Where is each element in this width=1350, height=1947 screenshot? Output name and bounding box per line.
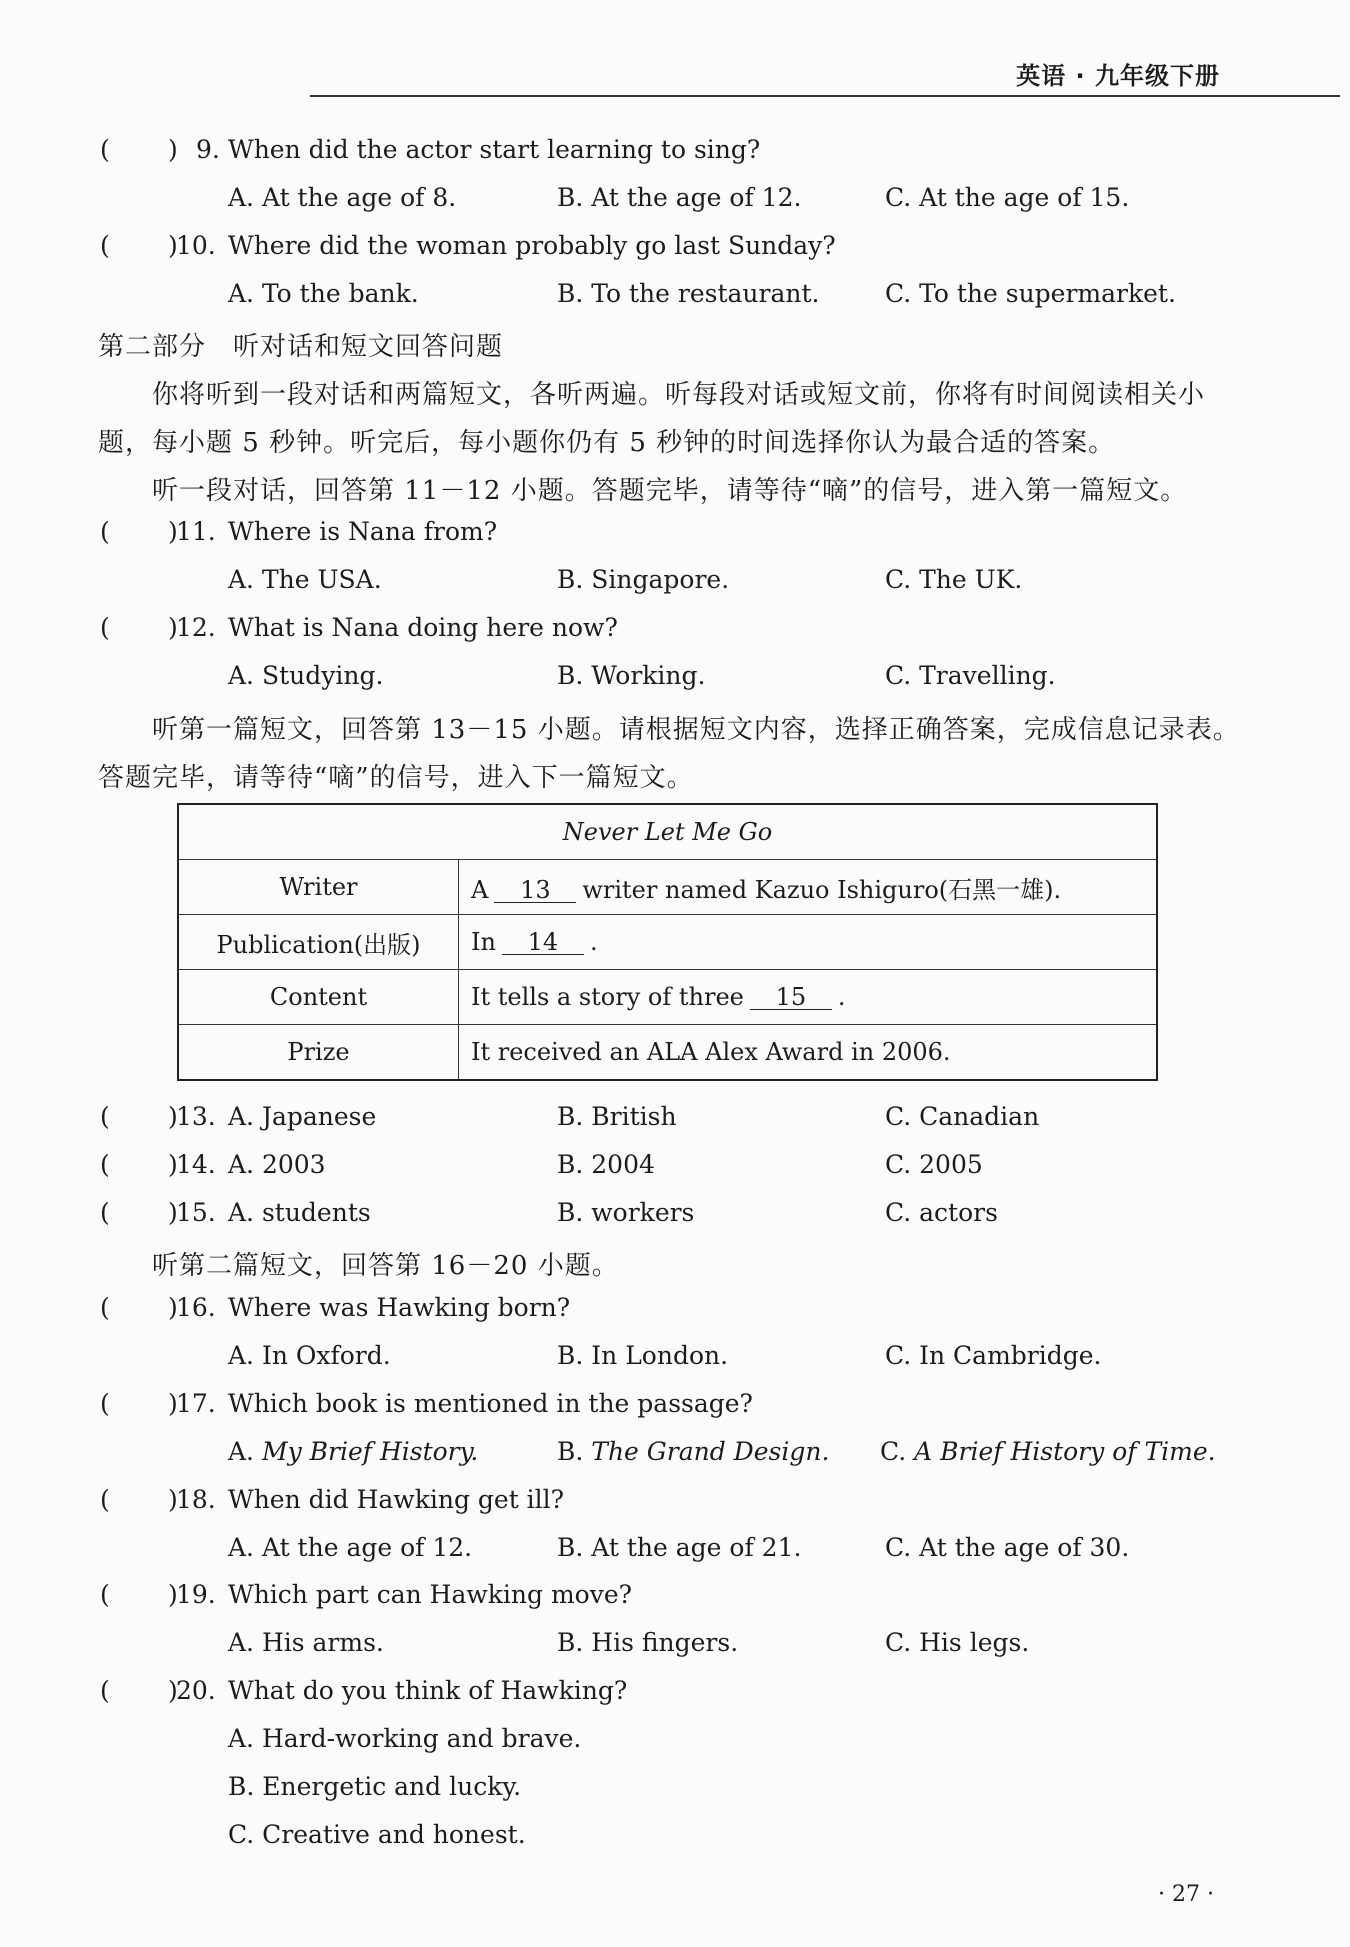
option-c: C. Canadian: [885, 1102, 1040, 1131]
option-b: B. Working.: [557, 661, 706, 690]
table-row-value: [459, 915, 1158, 970]
question-text: Which book is mentioned in the passage?: [228, 1389, 753, 1418]
question-text: Which part can Hawking move?: [228, 1580, 633, 1609]
answer-paren-open[interactable]: (: [100, 1580, 110, 1609]
question-text: What is Nana doing here now?: [228, 613, 618, 642]
question-number: 10.: [176, 231, 216, 260]
answer-paren-open[interactable]: (: [100, 135, 110, 164]
option-c: C. At the age of 30.: [885, 1533, 1130, 1562]
table-row: [178, 970, 1157, 1025]
table-row-value: [459, 860, 1158, 915]
value-prefix: It tells a story of three: [471, 983, 744, 1011]
question-number: 13.: [176, 1102, 216, 1131]
answer-paren-close: ): [168, 135, 178, 164]
option-letter: C.: [880, 1437, 907, 1466]
answer-paren-open[interactable]: (: [100, 231, 110, 260]
option-a: A. Studying.: [228, 661, 384, 690]
option-c: C. To the supermarket.: [885, 279, 1176, 308]
answer-paren-close: ): [168, 1198, 178, 1227]
passage1-instruction-line1: 听第一篇短文，回答第 13－15 小题。请根据短文内容，选择正确答案，完成信息记录表。: [152, 715, 1240, 745]
table-row: [178, 915, 1157, 970]
table-row-label: Publication(出版): [178, 915, 459, 970]
header-rule: [310, 95, 1340, 97]
option-a: A. Hard-working and brave.: [228, 1724, 582, 1753]
answer-blank-14[interactable]: 14: [502, 930, 584, 955]
answer-paren-close: ): [168, 1293, 178, 1322]
question-text: What do you think of Hawking?: [228, 1676, 628, 1705]
value-prefix: In: [471, 928, 496, 956]
answer-paren-open[interactable]: (: [100, 517, 110, 546]
question-text: When did Hawking get ill?: [228, 1485, 565, 1514]
answer-paren-open[interactable]: (: [100, 1485, 110, 1514]
option-c: C. The UK.: [885, 565, 1023, 594]
question-number: 20.: [176, 1676, 216, 1705]
answer-paren-open[interactable]: (: [100, 1676, 110, 1705]
question-text: Where is Nana from?: [228, 517, 498, 546]
answer-paren-close: ): [168, 1389, 178, 1418]
book-title: My Brief History.: [261, 1437, 479, 1466]
option-b: B. His fingers.: [557, 1628, 739, 1657]
option-b: [557, 1437, 829, 1466]
answer-paren-open[interactable]: (: [100, 613, 110, 642]
option-b: B. workers: [557, 1198, 695, 1227]
question-number: 19.: [176, 1580, 216, 1609]
answer-paren-close: ): [168, 1150, 178, 1179]
table-row-label: Writer: [178, 860, 459, 915]
option-c: C. Travelling.: [885, 661, 1056, 690]
answer-paren-close: ): [168, 231, 178, 260]
answer-paren-close: ): [168, 1580, 178, 1609]
option-a: [228, 1437, 478, 1466]
passage1-instruction-line2: 答题完毕，请等待“嘀”的信号，进入下一篇短文。: [98, 763, 694, 793]
book-header-title: 英语 · 九年级下册: [1016, 62, 1220, 90]
option-a: A. students: [228, 1198, 371, 1227]
answer-blank-13[interactable]: 13: [494, 878, 576, 903]
option-b: B. At the age of 21.: [557, 1533, 802, 1562]
answer-paren-open[interactable]: (: [100, 1198, 110, 1227]
table-row: [178, 1025, 1157, 1081]
answer-paren-close: ): [168, 1485, 178, 1514]
option-c: C. actors: [885, 1198, 998, 1227]
table-row-value: It received an ALA Alex Award in 2006.: [459, 1025, 1158, 1081]
question-number: 17.: [176, 1389, 216, 1418]
question-number: 18.: [176, 1485, 216, 1514]
option-b: B. To the restaurant.: [557, 279, 820, 308]
option-a: A. In Oxford.: [228, 1341, 391, 1370]
question-number: 12.: [176, 613, 216, 642]
answer-paren-close: ): [168, 613, 178, 642]
question-text: Where did the woman probably go last Sunday?: [228, 231, 836, 260]
question-text: Where was Hawking born?: [228, 1293, 571, 1322]
answer-paren-open[interactable]: (: [100, 1389, 110, 1418]
info-record-table: [177, 803, 1158, 1081]
passage2-instruction: 听第二篇短文，回答第 16－20 小题。: [152, 1251, 619, 1281]
option-b: B. In London.: [557, 1341, 729, 1370]
option-c: [880, 1437, 1216, 1466]
table-row-value: [459, 970, 1158, 1025]
table-title: Never Let Me Go: [178, 804, 1157, 860]
question-text: When did the actor start learning to sing?: [228, 135, 761, 164]
option-a: A. At the age of 8.: [228, 183, 457, 212]
table-row: [178, 860, 1157, 915]
option-c: C. 2005: [885, 1150, 983, 1179]
answer-blank-15[interactable]: 15: [750, 985, 832, 1010]
page-number: · 27 ·: [1158, 1882, 1214, 1907]
part2-intro-line1: 你将听到一段对话和两篇短文，各听两遍。听每段对话或短文前，你将有时间阅读相关小: [152, 380, 1206, 410]
book-title: The Grand Design.: [591, 1437, 830, 1466]
option-c: C. Creative and honest.: [228, 1820, 526, 1849]
value-prefix: A: [471, 875, 489, 904]
answer-paren-close: ): [168, 517, 178, 546]
option-a: A. The USA.: [228, 565, 382, 594]
answer-paren-close: ): [168, 1676, 178, 1705]
answer-paren-close: ): [168, 1102, 178, 1131]
option-c: C. In Cambridge.: [885, 1341, 1102, 1370]
option-b: B. 2004: [557, 1150, 655, 1179]
option-b: B. British: [557, 1102, 677, 1131]
answer-paren-open[interactable]: (: [100, 1150, 110, 1179]
question-number: 15.: [176, 1198, 216, 1227]
option-letter: B.: [557, 1437, 584, 1466]
option-b: B. Singapore.: [557, 565, 730, 594]
option-b: B. At the age of 12.: [557, 183, 802, 212]
part2-title: 第二部分 听对话和短文回答问题: [98, 332, 504, 362]
question-number: 14.: [176, 1150, 216, 1179]
option-b: B. Energetic and lucky.: [228, 1772, 522, 1801]
option-a: A. His arms.: [228, 1628, 384, 1657]
option-letter: A.: [228, 1437, 255, 1466]
question-number: 16.: [176, 1293, 216, 1322]
table-row-label: Content: [178, 970, 459, 1025]
dialog-instruction: 听一段对话，回答第 11－12 小题。答题完毕，请等待“嘀”的信号，进入第一篇短文。: [152, 476, 1188, 506]
question-number: 9.: [196, 135, 220, 164]
answer-paren-open[interactable]: (: [100, 1102, 110, 1131]
answer-paren-open[interactable]: (: [100, 1293, 110, 1322]
table-header-row: [178, 804, 1157, 860]
option-a: A. To the bank.: [228, 279, 419, 308]
part2-intro-line2: 题，每小题 5 秒钟。听完后，每小题你仍有 5 秒钟的时间选择你认为最合适的答案。: [98, 428, 1116, 458]
option-c: C. His legs.: [885, 1628, 1030, 1657]
value-suffix: .: [837, 983, 846, 1011]
table-row-label: Prize: [178, 1025, 459, 1081]
option-a: A. At the age of 12.: [228, 1533, 473, 1562]
option-c: C. At the age of 15.: [885, 183, 1130, 212]
option-a: A. Japanese: [228, 1102, 377, 1131]
value-suffix: .: [589, 928, 598, 956]
question-number: 11.: [176, 517, 216, 546]
book-title: A Brief History of Time.: [914, 1437, 1216, 1466]
value-suffix: writer named Kazuo Ishiguro(石黑一雄).: [582, 875, 1062, 904]
option-a: A. 2003: [228, 1150, 326, 1179]
